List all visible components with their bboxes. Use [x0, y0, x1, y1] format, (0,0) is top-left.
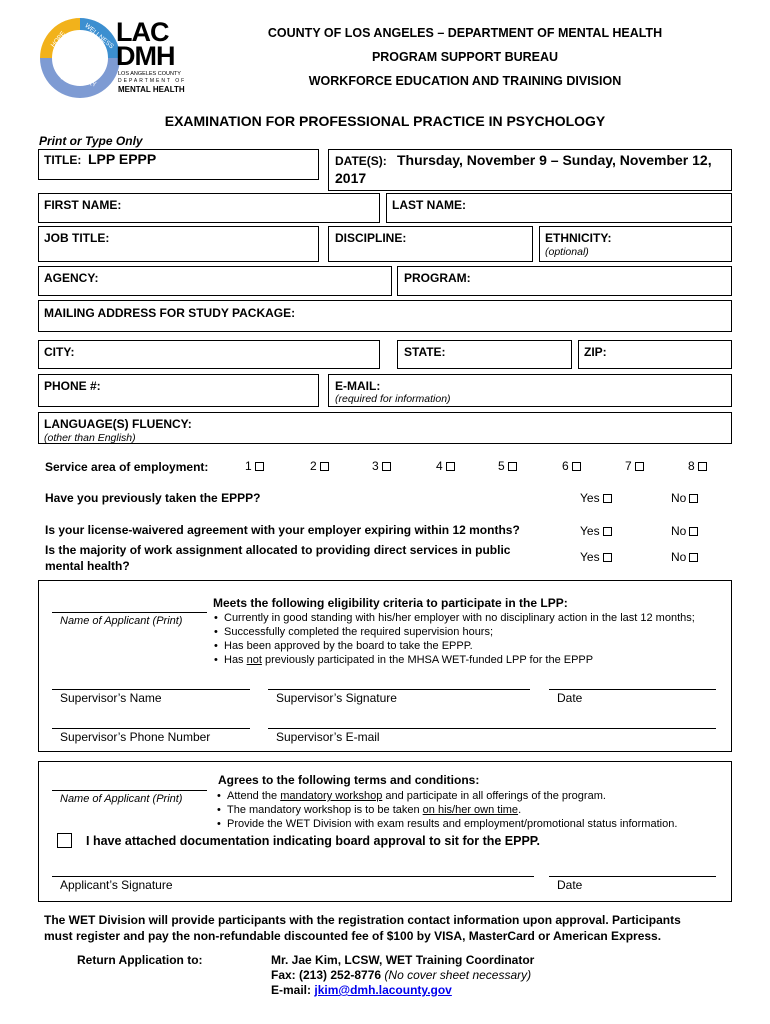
languages-field[interactable] [38, 412, 732, 444]
discipline-field[interactable] [328, 226, 533, 262]
q2-yes-option[interactable]: Yes [580, 524, 612, 538]
logo-lac: LAC [116, 17, 169, 47]
checkbox-icon[interactable] [382, 462, 391, 471]
supervisor-name-label: Supervisor’s Name [60, 691, 162, 705]
criteria-item: • Has been approved by the board to take the EPPP. [212, 639, 732, 653]
languages-label: LANGUAGE(S) FLUENCY: [44, 417, 192, 431]
email-label: E-MAIL: [335, 379, 381, 393]
supervisor-email-line[interactable] [268, 728, 716, 729]
service-area-option-6[interactable]: 6 [562, 459, 581, 473]
criteria-item: • Currently in good standing with his/her employer with no disciplinary action in the last 12 months; [212, 611, 732, 625]
service-area-option-8[interactable]: 8 [688, 459, 707, 473]
logo-arc-recovery [46, 58, 114, 92]
checkbox-icon[interactable] [603, 527, 612, 536]
checkbox-icon[interactable] [689, 494, 698, 503]
languages-note: (other than English) [44, 432, 136, 444]
discipline-label: DISCIPLINE: [335, 231, 407, 245]
city-label: CITY: [44, 345, 75, 359]
question-license-expiring: Is your license-waivered agreement with your employer expiring within 12 months? [45, 523, 520, 537]
header-line-1: COUNTY OF LOS ANGELES – DEPARTMENT OF MENTAL HEALTH [267, 26, 663, 40]
checkbox-icon[interactable] [572, 462, 581, 471]
criteria-item: • Successfully completed the required supervision hours; [212, 625, 732, 639]
checkbox-icon[interactable] [689, 527, 698, 536]
program-field[interactable] [397, 266, 732, 296]
first-name-label: FIRST NAME: [44, 198, 122, 212]
dates-value-line2: 2017 [335, 170, 367, 186]
question-direct-services-line2: mental health? [45, 559, 130, 573]
terms-applicant-name-line[interactable] [52, 790, 207, 791]
job-title-label: JOB TITLE: [44, 231, 110, 245]
dates-field[interactable] [328, 149, 732, 191]
q3-yes-option[interactable]: Yes [580, 550, 612, 564]
applicant-name-label: Name of Applicant (Print) [60, 615, 183, 627]
checkbox-icon[interactable] [689, 553, 698, 562]
notice-line-2: must register and pay the non-refundable discounted fee of $100 by VISA, MasterCard or American Express. [44, 929, 662, 943]
logo-arc-recovery-text: RECOVERY [59, 74, 97, 89]
service-area-option-4[interactable]: 4 [436, 459, 455, 473]
agency-field[interactable] [38, 266, 392, 296]
q1-yes-option[interactable]: Yes [580, 491, 612, 505]
checkbox-icon[interactable] [603, 494, 612, 503]
form-title: EXAMINATION FOR PROFESSIONAL PRACTICE IN PSYCHOLOGY [164, 113, 606, 129]
q3-no-option[interactable]: No [671, 550, 698, 564]
supervisor-signature-label: Supervisor’s Signature [276, 691, 397, 705]
dates-label: DATE(S): [335, 154, 387, 168]
q1-no-option[interactable]: No [671, 491, 698, 505]
checkbox-icon[interactable] [446, 462, 455, 471]
terms-heading: Agrees to the following terms and conditions: [218, 773, 480, 787]
title-value: LPP EPPP [88, 151, 157, 167]
state-field[interactable] [397, 340, 572, 369]
program-label: PROGRAM: [404, 271, 471, 285]
checkbox-icon[interactable] [635, 462, 644, 471]
last-name-field[interactable] [386, 193, 732, 223]
eligibility-heading: Meets the following eligibility criteria to participate in the LPP: [213, 596, 568, 610]
attach-documentation-label: I have attached documentation indicating board approval to sit for the EPPP. [86, 834, 541, 848]
ethnicity-note: (optional) [545, 246, 589, 258]
agency-label: AGENCY: [44, 271, 99, 285]
contact-email-link[interactable]: jkim@dmh.lacounty.gov [314, 983, 452, 997]
applicant-date-label: Date [557, 878, 583, 892]
city-field[interactable] [38, 340, 380, 369]
applicant-date-line[interactable] [549, 876, 716, 877]
q2-no-option[interactable]: No [671, 524, 698, 538]
checkbox-icon[interactable] [603, 553, 612, 562]
terms-item: • Attend the mandatory workshop and participate in all offerings of the program. [215, 789, 730, 803]
contact-name: Mr. Jae Kim, LCSW, WET Training Coordinator [271, 953, 535, 967]
contact-fax: Fax: (213) 252-8776 (No cover sheet necessary) [271, 968, 532, 982]
checkbox-icon[interactable] [508, 462, 517, 471]
zip-field[interactable] [578, 340, 732, 369]
logo-county: LOS ANGELES COUNTY [118, 71, 181, 77]
supervisor-name-line[interactable] [52, 689, 250, 690]
logo-dmh: DMH [116, 41, 175, 71]
dates-value-line1: Thursday, November 9 – Sunday, November 12, [397, 152, 712, 168]
title-label: TITLE: [44, 153, 82, 167]
mailing-address-label: MAILING ADDRESS FOR STUDY PACKAGE: [44, 306, 296, 320]
terms-item: • Provide the WET Division with exam results and employment/promotional status information. [215, 817, 730, 831]
applicant-name-line[interactable] [52, 612, 207, 613]
mailing-address-field[interactable] [38, 300, 732, 332]
attach-documentation-checkbox[interactable] [57, 833, 72, 848]
print-note: Print or Type Only [39, 134, 143, 148]
ethnicity-field[interactable] [539, 226, 732, 262]
supervisor-date-label: Date [557, 691, 583, 705]
job-title-field[interactable] [38, 226, 319, 262]
service-area-label: Service area of employment: [45, 460, 209, 474]
first-name-field[interactable] [38, 193, 380, 223]
header-line-2: PROGRAM SUPPORT BUREAU [371, 50, 559, 64]
terms-applicant-name-label: Name of Applicant (Print) [60, 793, 183, 805]
state-label: STATE: [404, 345, 446, 359]
terms-item: • The mandatory workshop is to be taken on his/her own time. [215, 803, 730, 817]
ethnicity-label: ETHNICITY: [545, 231, 612, 245]
question-direct-services-line1: Is the majority of work assignment allocated to providing direct services in public [45, 543, 511, 557]
criteria-item: • Has not previously participated in the MHSA WET-funded LPP for the EPPP [212, 653, 732, 667]
service-area-option-2[interactable]: 2 [310, 459, 329, 473]
title-field[interactable] [38, 149, 319, 180]
return-label: Return Application to: [77, 953, 203, 967]
dmh-logo [40, 18, 200, 104]
email-note: (required for information) [335, 393, 451, 405]
supervisor-phone-line[interactable] [52, 728, 250, 729]
last-name-label: LAST NAME: [392, 198, 466, 212]
service-area-option-1[interactable]: 1 [245, 459, 264, 473]
header-line-3: WORKFORCE EDUCATION AND TRAINING DIVISION [308, 74, 622, 88]
logo-department: DEPARTMENT OF [118, 78, 187, 84]
service-area-option-5[interactable]: 5 [498, 459, 517, 473]
zip-label: ZIP: [584, 345, 607, 359]
eligibility-criteria-list [212, 611, 732, 667]
applicant-signature-label: Applicant’s Signature [60, 878, 173, 892]
checkbox-icon[interactable] [320, 462, 329, 471]
supervisor-signature-line[interactable] [268, 689, 530, 690]
supervisor-phone-label: Supervisor’s Phone Number [60, 730, 211, 744]
logo-arc-wellness-text: WELLNESS [83, 22, 115, 51]
question-previously-taken: Have you previously taken the EPPP? [45, 491, 261, 505]
logo-arc-hope [46, 24, 80, 58]
notice-line-1: The WET Division will provide participants with the registration contact information upon approval. Participants [44, 913, 681, 927]
supervisor-date-line[interactable] [549, 689, 716, 690]
email-field[interactable] [328, 374, 732, 407]
applicant-signature-line[interactable] [52, 876, 534, 877]
logo-arc-hope-text: HOPE [49, 30, 67, 49]
checkbox-icon[interactable] [698, 462, 707, 471]
service-area-option-7[interactable]: 7 [625, 459, 644, 473]
service-area-option-3[interactable]: 3 [372, 459, 391, 473]
supervisor-email-label: Supervisor’s E-mail [276, 730, 380, 744]
checkbox-icon[interactable] [255, 462, 264, 471]
logo-mental-health: MENTAL HEALTH [118, 85, 185, 94]
logo-ring-icon [40, 18, 120, 98]
phone-label: PHONE #: [44, 379, 101, 393]
contact-email: E-mail: jkim@dmh.lacounty.gov [271, 983, 452, 997]
phone-field[interactable] [38, 374, 319, 407]
terms-list [215, 789, 730, 831]
